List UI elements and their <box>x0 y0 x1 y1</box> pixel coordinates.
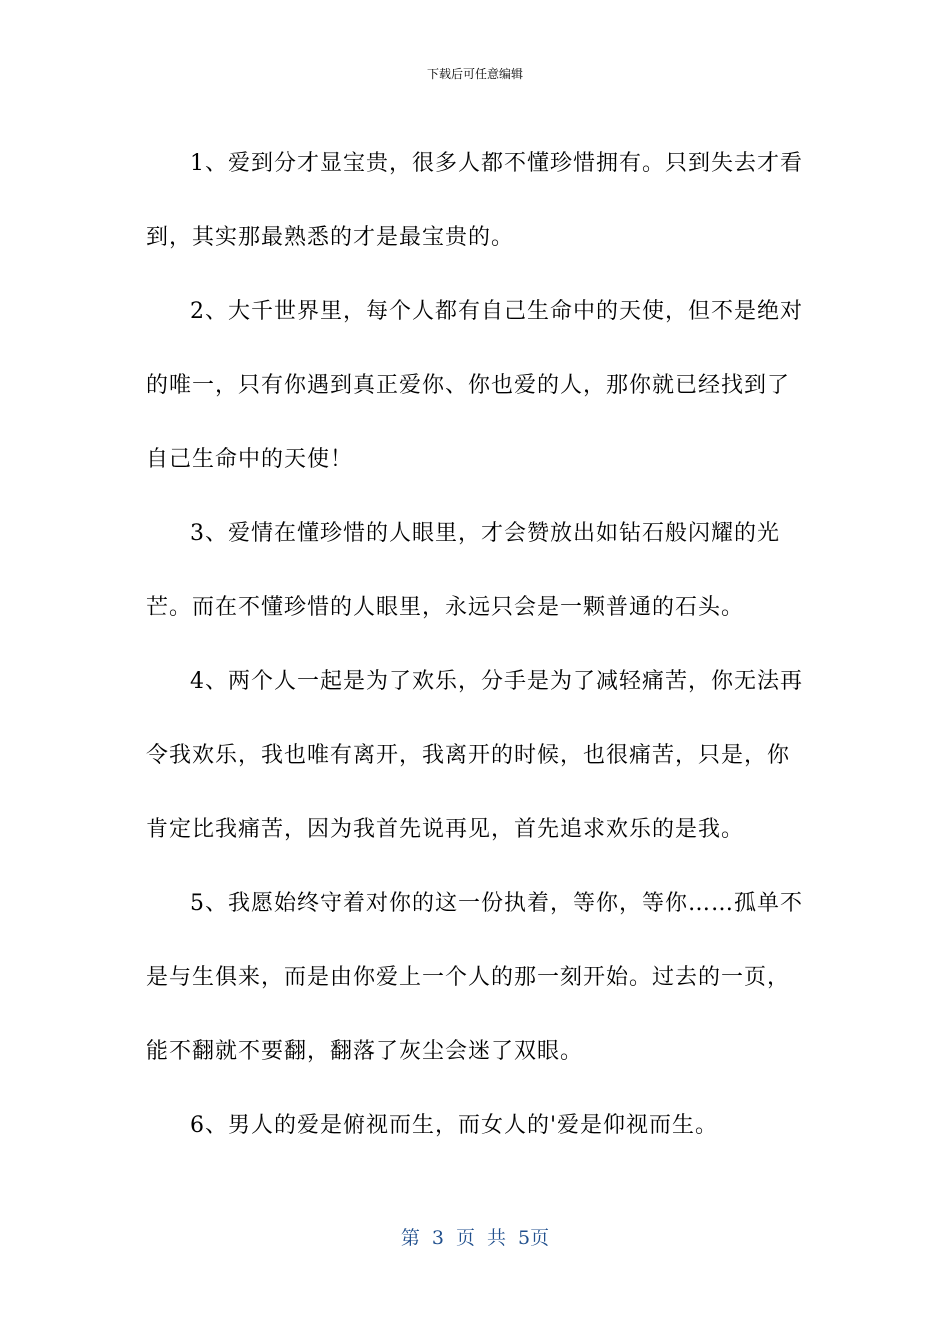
paragraph-2: 2、大千世界里，每个人都有自己生命中的天使，但不是绝对的唯一，只有你遇到真正爱你、你也爱的人，那你就已经找到了自己生命中的天使！ <box>146 299 803 472</box>
footer-total-label: 共 <box>487 1227 507 1249</box>
paragraph-6: 6、男人的爱是俯视而生，而女人的'爱是仰视而生。 <box>190 1113 719 1138</box>
page-header: 下载后可任意编辑 <box>426 67 523 81</box>
footer-current-page: 3 <box>431 1227 444 1249</box>
page-number-footer <box>0 1226 950 1250</box>
paragraph-3: 3、爱情在懂珍惜的人眼里，才会赞放出如钻石般闪耀的光芒。而在不懂珍惜的人眼里，永远只会是一颗普通的石头。 <box>146 521 780 620</box>
document-body <box>146 127 806 1163</box>
footer-prefix: 第 <box>400 1227 420 1249</box>
paragraph-4: 4、两个人一起是为了欢乐，分手是为了减轻痛苦，你无法再令我欢乐，我也唯有离开，我离开的时候，也很痛苦，只是，你肯定比我痛苦，因为我首先说再见，首先追求欢乐的是我。 <box>146 669 803 842</box>
footer-page-label: 页 <box>455 1227 475 1249</box>
paragraph-5: 5、我愿始终守着对你的这一份执着，等你，等你……孤单不是与生俱来，而是由你爱上一个人的那一刻开始。过去的一页，能不翻就不要翻，翻落了灰尘会迷了双眼。 <box>146 891 803 1064</box>
paragraph-1: 1、爱到分才显宝贵，很多人都不懂珍惜拥有。只到失去才看到，其实那最熟悉的才是最宝贵的。 <box>146 151 803 250</box>
footer-total-pages: 5页 <box>518 1227 550 1249</box>
